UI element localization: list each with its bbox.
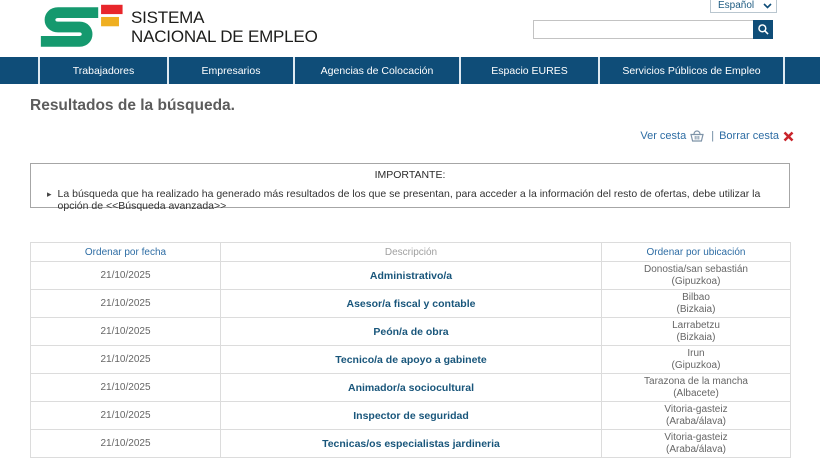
- table-row: [31, 290, 791, 318]
- offer-date: 21/10/2025: [31, 346, 221, 374]
- table-row: [31, 346, 791, 374]
- offer-location-city: Donostia/san sebastián: [644, 263, 748, 275]
- offer-location: [602, 402, 791, 430]
- table-row: [31, 402, 791, 430]
- search-input[interactable]: [533, 20, 753, 39]
- offer-date: 21/10/2025: [31, 290, 221, 318]
- offer-location-province: (Araba/álava): [665, 443, 727, 455]
- offer-location-province: (Gipuzkoa): [671, 275, 721, 287]
- offer-location-province: (Gipuzkoa): [671, 359, 721, 371]
- offer-location: [602, 430, 791, 458]
- logo-wordmark: [131, 8, 318, 47]
- offer-location-city: Irun: [687, 347, 705, 359]
- offer-date: 21/10/2025: [31, 262, 221, 290]
- sne-logo-icon: [38, 4, 124, 50]
- offer-description-link[interactable]: Inspector de seguridad: [353, 409, 469, 422]
- offer-description-link[interactable]: Administrativo/a: [369, 269, 453, 282]
- delete-cart-icon[interactable]: [783, 131, 794, 142]
- offer-location-province: (Araba/álava): [665, 415, 727, 427]
- offer-date: 21/10/2025: [31, 374, 221, 402]
- notice-text: La búsqueda que ha realizado ha generado más resultados de los que se presentan, para acceder a la información del resto de ofertas, debe utilizar la opción de <<Búsqueda avanzada>>: [57, 188, 761, 212]
- table-row: [31, 262, 791, 290]
- view-cart-link[interactable]: Ver cesta: [640, 130, 687, 142]
- clear-cart-link[interactable]: Borrar cesta: [719, 130, 779, 142]
- offer-location: [602, 346, 791, 374]
- offer-location: [602, 262, 791, 290]
- important-notice: [30, 163, 790, 212]
- table-row: [31, 318, 791, 346]
- results-body: [31, 262, 791, 458]
- basket-icon[interactable]: [690, 130, 704, 142]
- nav-item-servicios-publicos-empleo[interactable]: Servicios Públicos de Empleo: [598, 57, 785, 84]
- chevron-down-icon: [763, 3, 772, 9]
- site-header: [0, 0, 820, 57]
- offer-location-city: Tarazona de la mancha: [644, 375, 748, 387]
- language-selected-value: Español: [718, 0, 755, 11]
- sort-by-date-link[interactable]: Ordenar por fecha: [84, 246, 167, 258]
- offer-description-link[interactable]: Asesor/a fiscal y contable: [346, 297, 476, 310]
- sort-by-location-link[interactable]: Ordenar por ubicación: [646, 246, 746, 258]
- table-row: [31, 430, 791, 458]
- main-nav: [0, 57, 820, 84]
- offer-description-link[interactable]: Peón/a de obra: [373, 325, 449, 338]
- search-icon: [757, 23, 770, 36]
- sne-logo[interactable]: [38, 4, 318, 50]
- cart-links-separator: |: [711, 130, 715, 142]
- results-table: [30, 242, 791, 458]
- search-button[interactable]: [753, 20, 773, 39]
- offer-location-city: Bilbao: [682, 291, 710, 303]
- offer-location-province: (Bizkaia): [676, 331, 716, 343]
- notice-line: [47, 188, 779, 212]
- logo-line1: SISTEMA: [131, 7, 205, 27]
- offer-location: [602, 290, 791, 318]
- description-column-header: Descripción: [384, 246, 438, 258]
- nav-spacer: [0, 57, 38, 84]
- site-search: [533, 20, 773, 39]
- offer-description-link[interactable]: Animador/a sociocultural: [347, 381, 475, 394]
- cart-links: [640, 130, 794, 142]
- offer-description-link[interactable]: Tecnicas/os especialistas jardineria: [322, 437, 500, 450]
- offer-description-link[interactable]: Tecnico/a de apoyo a gabinete: [335, 353, 487, 366]
- nav-item-empresarios[interactable]: Empresarios: [167, 57, 293, 84]
- nav-item-trabajadores[interactable]: Trabajadores: [38, 57, 167, 84]
- offer-location: [602, 318, 791, 346]
- nav-item-agencias-colocacion[interactable]: Agencias de Colocación: [293, 57, 459, 84]
- results-header-row: [31, 243, 791, 262]
- table-row: [31, 374, 791, 402]
- offer-date: 21/10/2025: [31, 430, 221, 458]
- offer-date: 21/10/2025: [31, 318, 221, 346]
- logo-line2: NACIONAL DE EMPLEO: [131, 27, 318, 46]
- nav-item-espacio-eures[interactable]: Espacio EURES: [459, 57, 598, 84]
- offer-location-province: (Bizkaia): [676, 303, 716, 315]
- notice-title: IMPORTANTE:: [374, 169, 446, 181]
- offer-date: 21/10/2025: [31, 402, 221, 430]
- offer-location-city: Vitoria-gasteiz: [664, 403, 728, 415]
- offer-location-city: Vitoria-gasteiz: [664, 431, 728, 443]
- offer-location-city: Larrabetzu: [672, 319, 720, 331]
- page-title: Resultados de la búsqueda.: [30, 97, 235, 114]
- language-select[interactable]: [710, 0, 777, 13]
- offer-location-province: (Albacete): [673, 387, 719, 399]
- bullet-arrow-icon: ▸: [47, 189, 52, 199]
- offer-location: [602, 374, 791, 402]
